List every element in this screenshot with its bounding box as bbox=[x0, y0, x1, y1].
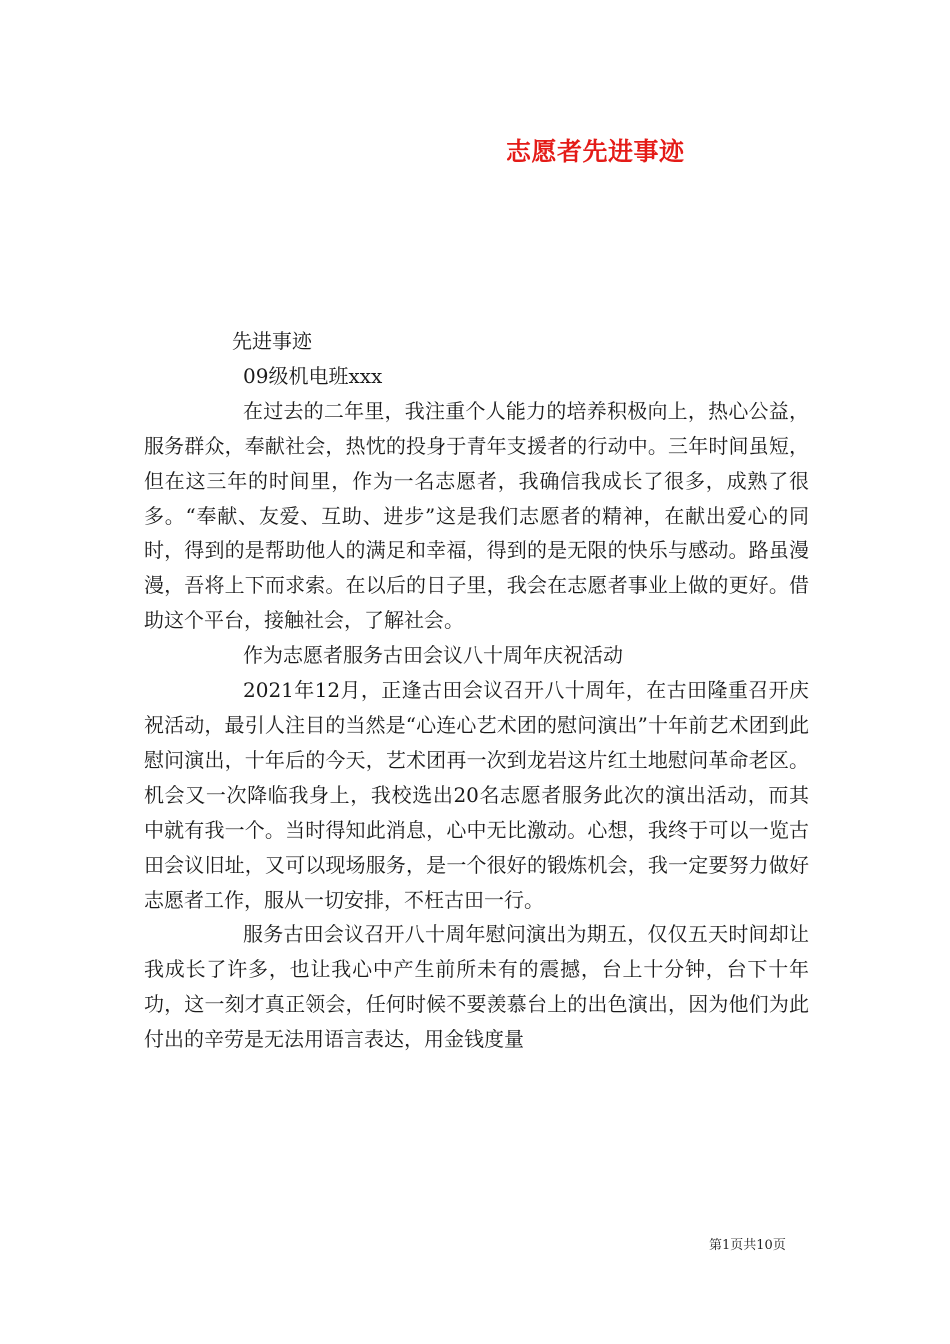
paragraph: 服务古田会议召开八十周年慰问演出为期五，仅仅五天时间却让我成长了许多，也让我心中产生前所未有的震撼，台上十分钟，台下十年功，这一刻才真正领会，任何时候不要羡慕台上的出色演出，因为他们为此付出的辛劳是无法用语言表达，用金钱度量 bbox=[144, 922, 809, 1052]
subsection-heading: 作为志愿者服务古田会议八十周年庆祝活动 bbox=[243, 643, 623, 668]
section-heading: 先进事迹 bbox=[232, 329, 312, 353]
document-title: 志愿者先进事迹 bbox=[506, 137, 685, 166]
author-line: 09级机电班xxx bbox=[243, 363, 383, 388]
paragraph: 在过去的二年里，我注重个人能力的培养积极向上，热心公益，服务群众，奉献社会，热忱的投身于青年支援者的行动中。三年时间虽短，但在这三年的时间里，作为一名志愿者，我确信我成长了很多，成熟了很多。“奉献、友爱、互助、进步”这是我们志愿者的精神，在献出爱心的同时，得到的是帮助他人的满足和幸福，得到的是无限的快乐与感动。路虽漫漫，吾将上下而求索。在以后的日子里，我会在志愿者事业上做的更好。借助这个平台，接触社会，了解社会。 bbox=[144, 398, 809, 633]
document-body bbox=[144, 324, 809, 1057]
paragraph: 2021年12月，正逢古田会议召开八十周年，在古田隆重召开庆祝活动，最引人注目的当然是“心连心艺术团的慰问演出”十年前艺术团到此慰问演出，十年后的今天，艺术团再一次到龙岩这片红土地慰问革命老区。机会又一次降临我身上，我校选出20名志愿者服务此次的演出活动，而其中就有我一个。当时得知此消息，心中无比激动。心想，我终于可以一览古田会议旧址，又可以现场服务，是一个很好的锻炼机会，我一定要努力做好志愿者工作，服从一切安排，不枉古田一行。 bbox=[144, 678, 809, 912]
page-number: 第1页共10页 bbox=[709, 1238, 786, 1253]
